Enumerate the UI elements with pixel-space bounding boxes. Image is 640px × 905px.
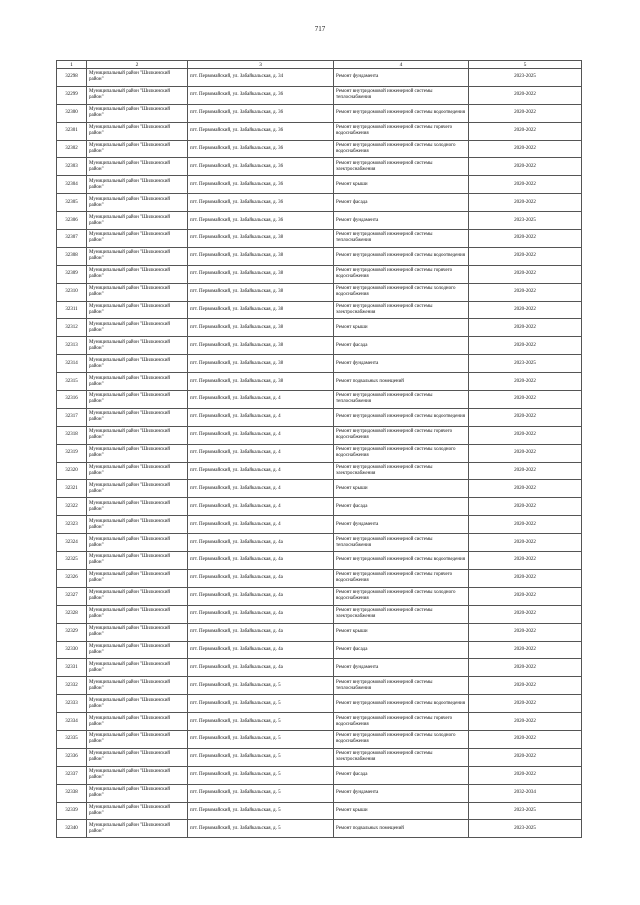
municipality-cell: Муниципальный район "Шилкинский район" xyxy=(87,140,188,158)
municipality-cell: Муниципальный район "Шилкинский район" xyxy=(87,498,188,516)
period-cell: 2020-2022 xyxy=(469,122,582,140)
period-cell: 2023-2025 xyxy=(469,355,582,373)
work-type-cell: Ремонт крыши xyxy=(334,623,469,641)
period-cell: 2020-2022 xyxy=(469,319,582,337)
municipality-cell: Муниципальный район "Шилкинский район" xyxy=(87,462,188,480)
municipality-cell: Муниципальный район "Шилкинский район" xyxy=(87,283,188,301)
period-cell: 2032-2034 xyxy=(469,784,582,802)
table-row xyxy=(57,587,582,605)
period-cell: 2020-2022 xyxy=(469,86,582,104)
register-table xyxy=(56,60,582,838)
municipality-cell: Муниципальный район "Шилкинский район" xyxy=(87,444,188,462)
row-number-cell: 32309 xyxy=(57,265,87,283)
municipality-cell: Муниципальный район "Шилкинский район" xyxy=(87,176,188,194)
period-cell: 2020-2022 xyxy=(469,552,582,570)
address-cell: пгт. Первомайский, ул. Забайкальская, д. 5 xyxy=(188,730,334,748)
period-cell: 2020-2022 xyxy=(469,677,582,695)
period-cell: 2020-2022 xyxy=(469,480,582,498)
work-type-cell: Ремонт внутридомовой инженерной системы электроснабжения xyxy=(334,158,469,176)
period-cell: 2020-2022 xyxy=(469,337,582,355)
address-cell: пгт. Первомайский, ул. Забайкальская, д. 38 xyxy=(188,355,334,373)
column-header-2: 2 xyxy=(87,61,188,69)
work-type-cell: Ремонт внутридомовой инженерной системы теплоснабжения xyxy=(334,534,469,552)
column-header-3: 3 xyxy=(188,61,334,69)
municipality-cell: Муниципальный район "Шилкинский район" xyxy=(87,158,188,176)
address-cell: пгт. Первомайский, ул. Забайкальская, д. 4а xyxy=(188,587,334,605)
municipality-cell: Муниципальный район "Шилкинский район" xyxy=(87,516,188,534)
row-number-cell: 32322 xyxy=(57,498,87,516)
table-row xyxy=(57,498,582,516)
work-type-cell: Ремонт внутридомовой инженерной системы теплоснабжения xyxy=(334,230,469,248)
row-number-cell: 32327 xyxy=(57,587,87,605)
row-number-cell: 32335 xyxy=(57,730,87,748)
table-row xyxy=(57,516,582,534)
work-type-cell: Ремонт фасада xyxy=(334,337,469,355)
period-cell: 2020-2022 xyxy=(469,230,582,248)
work-type-cell: Ремонт фундамента xyxy=(334,212,469,230)
period-cell: 2020-2022 xyxy=(469,713,582,731)
table-row xyxy=(57,802,582,820)
work-type-cell: Ремонт крыши xyxy=(334,802,469,820)
table-row xyxy=(57,194,582,212)
row-number-cell: 32336 xyxy=(57,748,87,766)
municipality-cell: Муниципальный район "Шилкинский район" xyxy=(87,713,188,731)
work-type-cell: Ремонт внутридомовой инженерной системы горячего водоснабжения xyxy=(334,569,469,587)
period-cell: 2020-2022 xyxy=(469,569,582,587)
address-cell: пгт. Первомайский, ул. Забайкальская, д. 38 xyxy=(188,337,334,355)
row-number-cell: 32321 xyxy=(57,480,87,498)
table-row xyxy=(57,247,582,265)
row-number-cell: 32310 xyxy=(57,283,87,301)
row-number-cell: 32304 xyxy=(57,176,87,194)
municipality-cell: Муниципальный район "Шилкинский район" xyxy=(87,659,188,677)
period-cell: 2020-2022 xyxy=(469,283,582,301)
work-type-cell: Ремонт внутридомовой инженерной системы электроснабжения xyxy=(334,605,469,623)
row-number-cell: 32319 xyxy=(57,444,87,462)
period-cell: 2023-2025 xyxy=(469,69,582,87)
municipality-cell: Муниципальный район "Шилкинский район" xyxy=(87,587,188,605)
row-number-cell: 32311 xyxy=(57,301,87,319)
table-row xyxy=(57,337,582,355)
municipality-cell: Муниципальный район "Шилкинский район" xyxy=(87,695,188,713)
column-header-5: 5 xyxy=(469,61,582,69)
address-cell: пгт. Первомайский, ул. Забайкальская, д. 38 xyxy=(188,301,334,319)
municipality-cell: Муниципальный район "Шилкинский район" xyxy=(87,104,188,122)
column-header-1: 1 xyxy=(57,61,87,69)
table-row xyxy=(57,355,582,373)
table-row xyxy=(57,820,582,838)
table-row xyxy=(57,480,582,498)
period-cell: 2020-2022 xyxy=(469,247,582,265)
row-number-cell: 32313 xyxy=(57,337,87,355)
table-row xyxy=(57,659,582,677)
period-cell: 2020-2022 xyxy=(469,641,582,659)
address-cell: пгт. Первомайский, ул. Забайкальская, д. 38 xyxy=(188,265,334,283)
address-cell: пгт. Первомайский, ул. Забайкальская, д. 5 xyxy=(188,677,334,695)
period-cell: 2020-2022 xyxy=(469,766,582,784)
address-cell: пгт. Первомайский, ул. Забайкальская, д. 4а xyxy=(188,569,334,587)
table-row xyxy=(57,212,582,230)
work-type-cell: Ремонт внутридомовой инженерной системы холодного водоснабжения xyxy=(334,444,469,462)
address-cell: пгт. Первомайский, ул. Забайкальская, д. 36 xyxy=(188,194,334,212)
address-cell: пгт. Первомайский, ул. Забайкальская, д. 4а xyxy=(188,641,334,659)
work-type-cell: Ремонт внутридомовой инженерной системы холодного водоснабжения xyxy=(334,730,469,748)
work-type-cell: Ремонт фундамента xyxy=(334,355,469,373)
municipality-cell: Муниципальный район "Шилкинский район" xyxy=(87,748,188,766)
address-cell: пгт. Первомайский, ул. Забайкальская, д. 4 xyxy=(188,516,334,534)
table-row xyxy=(57,140,582,158)
address-cell: пгт. Первомайский, ул. Забайкальская, д. 5 xyxy=(188,784,334,802)
row-number-cell: 32329 xyxy=(57,623,87,641)
work-type-cell: Ремонт внутридомовой инженерной системы теплоснабжения xyxy=(334,677,469,695)
period-cell: 2020-2022 xyxy=(469,391,582,409)
work-type-cell: Ремонт внутридомовой инженерной системы горячего водоснабжения xyxy=(334,122,469,140)
table-row xyxy=(57,373,582,391)
period-cell: 2020-2022 xyxy=(469,140,582,158)
header-row xyxy=(57,61,582,69)
row-number-cell: 32326 xyxy=(57,569,87,587)
row-number-cell: 32312 xyxy=(57,319,87,337)
address-cell: пгт. Первомайский, ул. Забайкальская, д. 36 xyxy=(188,86,334,104)
address-cell: пгт. Первомайский, ул. Забайкальская, д. 38 xyxy=(188,283,334,301)
municipality-cell: Муниципальный район "Шилкинский район" xyxy=(87,408,188,426)
table-row xyxy=(57,265,582,283)
address-cell: пгт. Первомайский, ул. Забайкальская, д. 4а xyxy=(188,623,334,641)
period-cell: 2020-2022 xyxy=(469,748,582,766)
table-row xyxy=(57,784,582,802)
address-cell: пгт. Первомайский, ул. Забайкальская, д. 5 xyxy=(188,766,334,784)
municipality-cell: Муниципальный район "Шилкинский район" xyxy=(87,766,188,784)
work-type-cell: Ремонт фасада xyxy=(334,766,469,784)
table-row xyxy=(57,176,582,194)
row-number-cell: 32302 xyxy=(57,140,87,158)
table-row xyxy=(57,408,582,426)
table-row xyxy=(57,86,582,104)
row-number-cell: 32338 xyxy=(57,784,87,802)
municipality-cell: Муниципальный район "Шилкинский район" xyxy=(87,319,188,337)
table-row xyxy=(57,623,582,641)
table-row xyxy=(57,301,582,319)
table-row xyxy=(57,713,582,731)
address-cell: пгт. Первомайский, ул. Забайкальская, д. 36 xyxy=(188,104,334,122)
municipality-cell: Муниципальный район "Шилкинский район" xyxy=(87,194,188,212)
address-cell: пгт. Первомайский, ул. Забайкальская, д. 36 xyxy=(188,122,334,140)
work-type-cell: Ремонт внутридомовой инженерной системы горячего водоснабжения xyxy=(334,713,469,731)
table-row xyxy=(57,391,582,409)
period-cell: 2020-2022 xyxy=(469,587,582,605)
municipality-cell: Муниципальный район "Шилкинский район" xyxy=(87,534,188,552)
municipality-cell: Муниципальный район "Шилкинский район" xyxy=(87,247,188,265)
address-cell: пгт. Первомайский, ул. Забайкальская, д. 4 xyxy=(188,498,334,516)
municipality-cell: Муниципальный район "Шилкинский район" xyxy=(87,337,188,355)
row-number-cell: 32315 xyxy=(57,373,87,391)
period-cell: 2020-2022 xyxy=(469,730,582,748)
work-type-cell: Ремонт внутридомовой инженерной системы электроснабжения xyxy=(334,748,469,766)
work-type-cell: Ремонт внутридомовой инженерной системы холодного водоснабжения xyxy=(334,283,469,301)
table-row xyxy=(57,158,582,176)
municipality-cell: Муниципальный район "Шилкинский район" xyxy=(87,373,188,391)
address-cell: пгт. Первомайский, ул. Забайкальская, д. 4а xyxy=(188,534,334,552)
period-cell: 2020-2022 xyxy=(469,695,582,713)
table-body xyxy=(57,69,582,838)
address-cell: пгт. Первомайский, ул. Забайкальская, д. 4 xyxy=(188,408,334,426)
municipality-cell: Муниципальный район "Шилкинский район" xyxy=(87,426,188,444)
address-cell: пгт. Первомайский, ул. Забайкальская, д. 4а xyxy=(188,659,334,677)
row-number-cell: 32323 xyxy=(57,516,87,534)
period-cell: 2020-2022 xyxy=(469,498,582,516)
table-row xyxy=(57,122,582,140)
period-cell: 2020-2022 xyxy=(469,408,582,426)
row-number-cell: 32328 xyxy=(57,605,87,623)
period-cell: 2020-2022 xyxy=(469,444,582,462)
municipality-cell: Муниципальный район "Шилкинский район" xyxy=(87,480,188,498)
address-cell: пгт. Первомайский, ул. Забайкальская, д. 4 xyxy=(188,426,334,444)
row-number-cell: 32300 xyxy=(57,104,87,122)
municipality-cell: Муниципальный район "Шилкинский район" xyxy=(87,552,188,570)
work-type-cell: Ремонт крыши xyxy=(334,480,469,498)
address-cell: пгт. Первомайский, ул. Забайкальская, д. 4 xyxy=(188,462,334,480)
address-cell: пгт. Первомайский, ул. Забайкальская, д. 5 xyxy=(188,802,334,820)
row-number-cell: 32314 xyxy=(57,355,87,373)
municipality-cell: Муниципальный район "Шилкинский район" xyxy=(87,820,188,838)
municipality-cell: Муниципальный район "Шилкинский район" xyxy=(87,212,188,230)
period-cell: 2020-2022 xyxy=(469,534,582,552)
row-number-cell: 32307 xyxy=(57,230,87,248)
address-cell: пгт. Первомайский, ул. Забайкальская, д. 36 xyxy=(188,140,334,158)
municipality-cell: Муниципальный район "Шилкинский район" xyxy=(87,69,188,87)
period-cell: 2020-2022 xyxy=(469,659,582,677)
table-row xyxy=(57,69,582,87)
work-type-cell: Ремонт фасада xyxy=(334,194,469,212)
work-type-cell: Ремонт фундамента xyxy=(334,69,469,87)
period-cell: 2020-2022 xyxy=(469,301,582,319)
work-type-cell: Ремонт фасада xyxy=(334,498,469,516)
work-type-cell: Ремонт внутридомовой инженерной системы теплоснабжения xyxy=(334,86,469,104)
municipality-cell: Муниципальный район "Шилкинский район" xyxy=(87,122,188,140)
table-row xyxy=(57,230,582,248)
row-number-cell: 32305 xyxy=(57,194,87,212)
row-number-cell: 32331 xyxy=(57,659,87,677)
municipality-cell: Муниципальный район "Шилкинский район" xyxy=(87,301,188,319)
municipality-cell: Муниципальный район "Шилкинский район" xyxy=(87,355,188,373)
table-row xyxy=(57,569,582,587)
work-type-cell: Ремонт подвальных помещений xyxy=(334,373,469,391)
period-cell: 2020-2022 xyxy=(469,176,582,194)
table-row xyxy=(57,695,582,713)
address-cell: пгт. Первомайский, ул. Забайкальская, д. 4 xyxy=(188,480,334,498)
address-cell: пгт. Первомайский, ул. Забайкальская, д. 36 xyxy=(188,158,334,176)
row-number-cell: 32317 xyxy=(57,408,87,426)
table-row xyxy=(57,462,582,480)
table-row xyxy=(57,444,582,462)
work-type-cell: Ремонт внутридомовой инженерной системы водоотведения xyxy=(334,552,469,570)
work-type-cell: Ремонт крыши xyxy=(334,176,469,194)
municipality-cell: Муниципальный район "Шилкинский район" xyxy=(87,802,188,820)
address-cell: пгт. Первомайский, ул. Забайкальская, д. 4 xyxy=(188,391,334,409)
work-type-cell: Ремонт внутридомовой инженерной системы электроснабжения xyxy=(334,301,469,319)
municipality-cell: Муниципальный район "Шилкинский район" xyxy=(87,265,188,283)
table-row xyxy=(57,766,582,784)
row-number-cell: 32330 xyxy=(57,641,87,659)
work-type-cell: Ремонт внутридомовой инженерной системы электроснабжения xyxy=(334,462,469,480)
table-row xyxy=(57,641,582,659)
table-row xyxy=(57,748,582,766)
row-number-cell: 32320 xyxy=(57,462,87,480)
municipality-cell: Муниципальный район "Шилкинский район" xyxy=(87,230,188,248)
municipality-cell: Муниципальный район "Шилкинский район" xyxy=(87,569,188,587)
work-type-cell: Ремонт крыши xyxy=(334,319,469,337)
table-row xyxy=(57,552,582,570)
work-type-cell: Ремонт внутридомовой инженерной системы теплоснабжения xyxy=(334,391,469,409)
address-cell: пгт. Первомайский, ул. Забайкальская, д. 38 xyxy=(188,230,334,248)
period-cell: 2020-2022 xyxy=(469,516,582,534)
work-type-cell: Ремонт внутридомовой инженерной системы водоотведения xyxy=(334,247,469,265)
row-number-cell: 32298 xyxy=(57,69,87,87)
work-type-cell: Ремонт фундамента xyxy=(334,659,469,677)
period-cell: 2023-2025 xyxy=(469,802,582,820)
period-cell: 2023-2025 xyxy=(469,212,582,230)
municipality-cell: Муниципальный район "Шилкинский район" xyxy=(87,784,188,802)
address-cell: пгт. Первомайский, ул. Забайкальская, д. 5 xyxy=(188,713,334,731)
row-number-cell: 32332 xyxy=(57,677,87,695)
address-cell: пгт. Первомайский, ул. Забайкальская, д. 4а xyxy=(188,552,334,570)
period-cell: 2023-2025 xyxy=(469,820,582,838)
row-number-cell: 32318 xyxy=(57,426,87,444)
period-cell: 2020-2022 xyxy=(469,194,582,212)
table-header xyxy=(57,61,582,69)
row-number-cell: 32340 xyxy=(57,820,87,838)
row-number-cell: 32303 xyxy=(57,158,87,176)
row-number-cell: 32301 xyxy=(57,122,87,140)
row-number-cell: 32325 xyxy=(57,552,87,570)
period-cell: 2020-2022 xyxy=(469,104,582,122)
municipality-cell: Муниципальный район "Шилкинский район" xyxy=(87,641,188,659)
page-number: 717 xyxy=(314,25,326,33)
period-cell: 2020-2022 xyxy=(469,462,582,480)
work-type-cell: Ремонт фасада xyxy=(334,641,469,659)
period-cell: 2020-2022 xyxy=(469,158,582,176)
row-number-cell: 32333 xyxy=(57,695,87,713)
table-row xyxy=(57,605,582,623)
municipality-cell: Муниципальный район "Шилкинский район" xyxy=(87,677,188,695)
municipality-cell: Муниципальный район "Шилкинский район" xyxy=(87,391,188,409)
address-cell: пгт. Первомайский, ул. Забайкальская, д. 36 xyxy=(188,212,334,230)
work-type-cell: Ремонт внутридомовой инженерной системы водоотведения xyxy=(334,695,469,713)
address-cell: пгт. Первомайский, ул. Забайкальская, д. 38 xyxy=(188,247,334,265)
period-cell: 2020-2022 xyxy=(469,373,582,391)
row-number-cell: 32334 xyxy=(57,713,87,731)
table-row xyxy=(57,319,582,337)
row-number-cell: 32324 xyxy=(57,534,87,552)
table-row xyxy=(57,534,582,552)
work-type-cell: Ремонт внутридомовой инженерной системы водоотведения xyxy=(334,408,469,426)
work-type-cell: Ремонт внутридомовой инженерной системы водоотведения xyxy=(334,104,469,122)
table-row xyxy=(57,730,582,748)
row-number-cell: 32316 xyxy=(57,391,87,409)
table-row xyxy=(57,426,582,444)
municipality-cell: Муниципальный район "Шилкинский район" xyxy=(87,730,188,748)
address-cell: пгт. Первомайский, ул. Забайкальская, д. 5 xyxy=(188,748,334,766)
work-type-cell: Ремонт подвальных помещений xyxy=(334,820,469,838)
row-number-cell: 32299 xyxy=(57,86,87,104)
row-number-cell: 32306 xyxy=(57,212,87,230)
work-type-cell: Ремонт фундамента xyxy=(334,784,469,802)
municipality-cell: Муниципальный район "Шилкинский район" xyxy=(87,605,188,623)
row-number-cell: 32337 xyxy=(57,766,87,784)
address-cell: пгт. Первомайский, ул. Забайкальская, д. 36 xyxy=(188,176,334,194)
municipality-cell: Муниципальный район "Шилкинский район" xyxy=(87,86,188,104)
table-row xyxy=(57,677,582,695)
municipality-cell: Муниципальный район "Шилкинский район" xyxy=(87,623,188,641)
row-number-cell: 32339 xyxy=(57,802,87,820)
work-type-cell: Ремонт внутридомовой инженерной системы горячего водоснабжения xyxy=(334,426,469,444)
work-type-cell: Ремонт фундамента xyxy=(334,516,469,534)
column-header-4: 4 xyxy=(334,61,469,69)
address-cell: пгт. Первомайский, ул. Забайкальская, д. 5 xyxy=(188,820,334,838)
work-type-cell: Ремонт внутридомовой инженерной системы холодного водоснабжения xyxy=(334,587,469,605)
table-row xyxy=(57,104,582,122)
row-number-cell: 32308 xyxy=(57,247,87,265)
period-cell: 2020-2022 xyxy=(469,623,582,641)
address-cell: пгт. Первомайский, ул. Забайкальская, д. 5 xyxy=(188,695,334,713)
period-cell: 2020-2022 xyxy=(469,605,582,623)
address-cell: пгт. Первомайский, ул. Забайкальская, д. 4 xyxy=(188,444,334,462)
address-cell: пгт. Первомайский, ул. Забайкальская, д. 4а xyxy=(188,605,334,623)
period-cell: 2020-2022 xyxy=(469,265,582,283)
address-cell: пгт. Первомайский, ул. Забайкальская, д. 34 xyxy=(188,69,334,87)
period-cell: 2020-2022 xyxy=(469,426,582,444)
address-cell: пгт. Первомайский, ул. Забайкальская, д. 38 xyxy=(188,373,334,391)
work-type-cell: Ремонт внутридомовой инженерной системы горячего водоснабжения xyxy=(334,265,469,283)
table-row xyxy=(57,283,582,301)
work-type-cell: Ремонт внутридомовой инженерной системы холодного водоснабжения xyxy=(334,140,469,158)
address-cell: пгт. Первомайский, ул. Забайкальская, д. 38 xyxy=(188,319,334,337)
